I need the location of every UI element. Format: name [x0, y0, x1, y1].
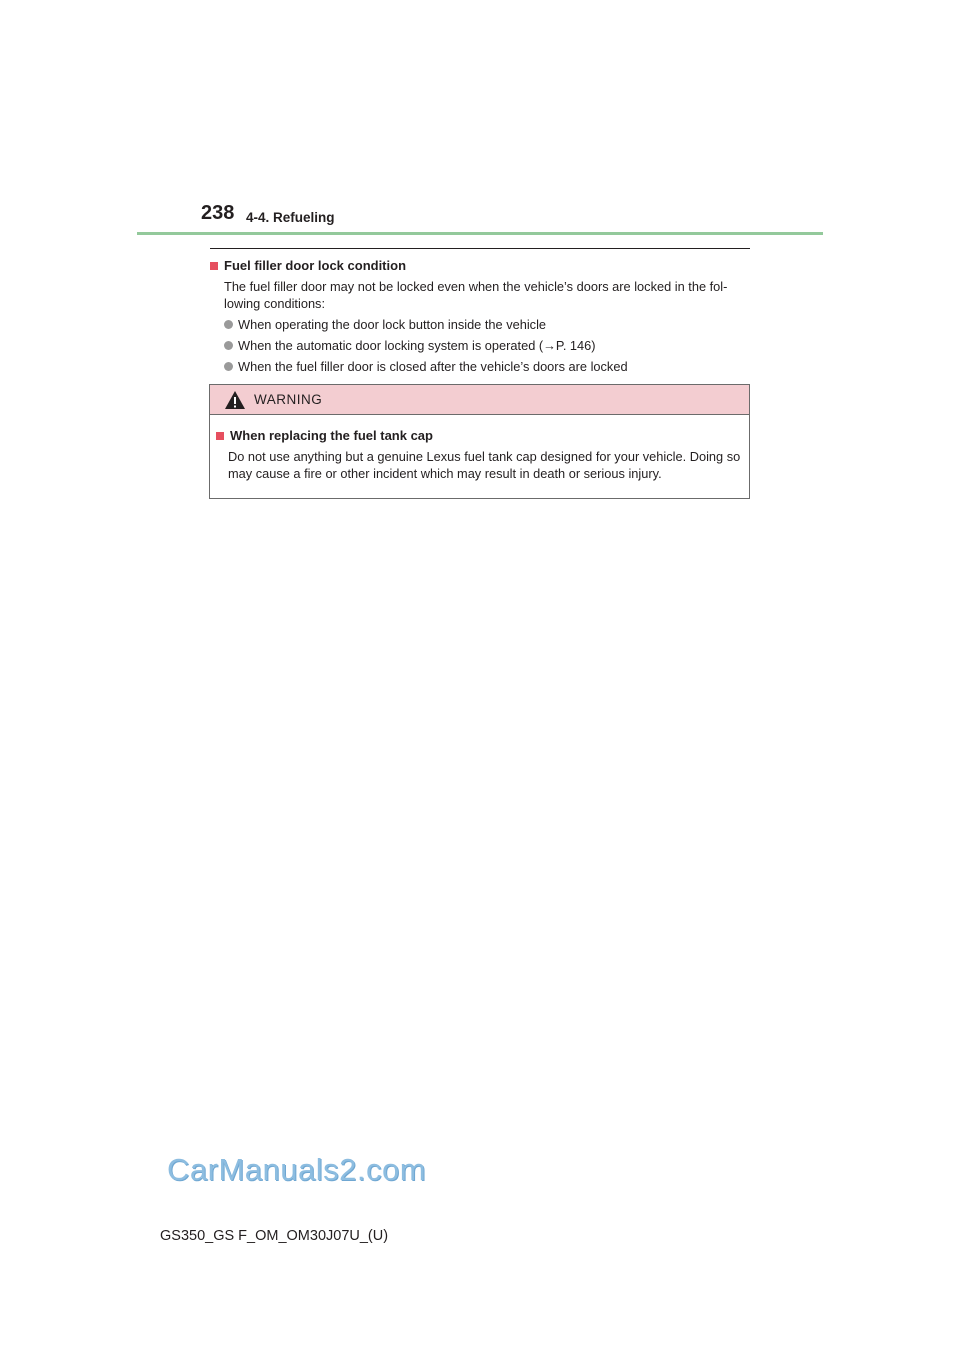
circle-bullet-icon: [224, 362, 233, 371]
section-heading: [210, 258, 406, 273]
warning-text: Do not use anything but a genuine Lexus fuel tank cap designed for your vehicle. Doing so may cause a fire or other incident which may result in death or serious injury.: [228, 449, 741, 481]
body-paragraph: The fuel filler door may not be locked even when the vehicle’s doors are locked in the fol- lowing conditions:: [224, 279, 728, 311]
warning-triangle-icon: [224, 390, 246, 410]
circle-bullet-icon: [224, 320, 233, 329]
bullet-text: When operating the door lock button inside the vehicle: [238, 317, 547, 332]
warning-box: [209, 384, 750, 499]
footer-code: GS350_GS F_OM_OM30J07U_(U): [160, 1228, 389, 1244]
bullet-item: [224, 359, 628, 374]
section-heading-text: Fuel filler door lock condition: [224, 258, 407, 273]
content-rule: [210, 248, 750, 249]
watermark-logo: CarManuals2.com: [167, 1152, 427, 1187]
circle-bullet-icon: [224, 341, 233, 350]
section-title: 4-4. Refueling: [246, 210, 335, 225]
bullet-item: [224, 317, 546, 332]
warning-heading: [216, 428, 433, 443]
warning-header: [210, 385, 749, 415]
warning-heading-text: When replacing the fuel tank cap: [230, 428, 433, 443]
square-bullet-icon: [210, 262, 218, 270]
warning-title: WARNING: [254, 392, 323, 407]
square-bullet-icon: [216, 432, 224, 440]
header-rule: [137, 232, 823, 235]
page-number: 238: [201, 202, 235, 224]
bullet-item: [224, 338, 596, 353]
bullet-text: When the fuel filler door is closed after the vehicle’s doors are locked: [238, 359, 628, 374]
bullet-text: When the automatic door locking system is operated (→P. 146): [238, 338, 596, 353]
